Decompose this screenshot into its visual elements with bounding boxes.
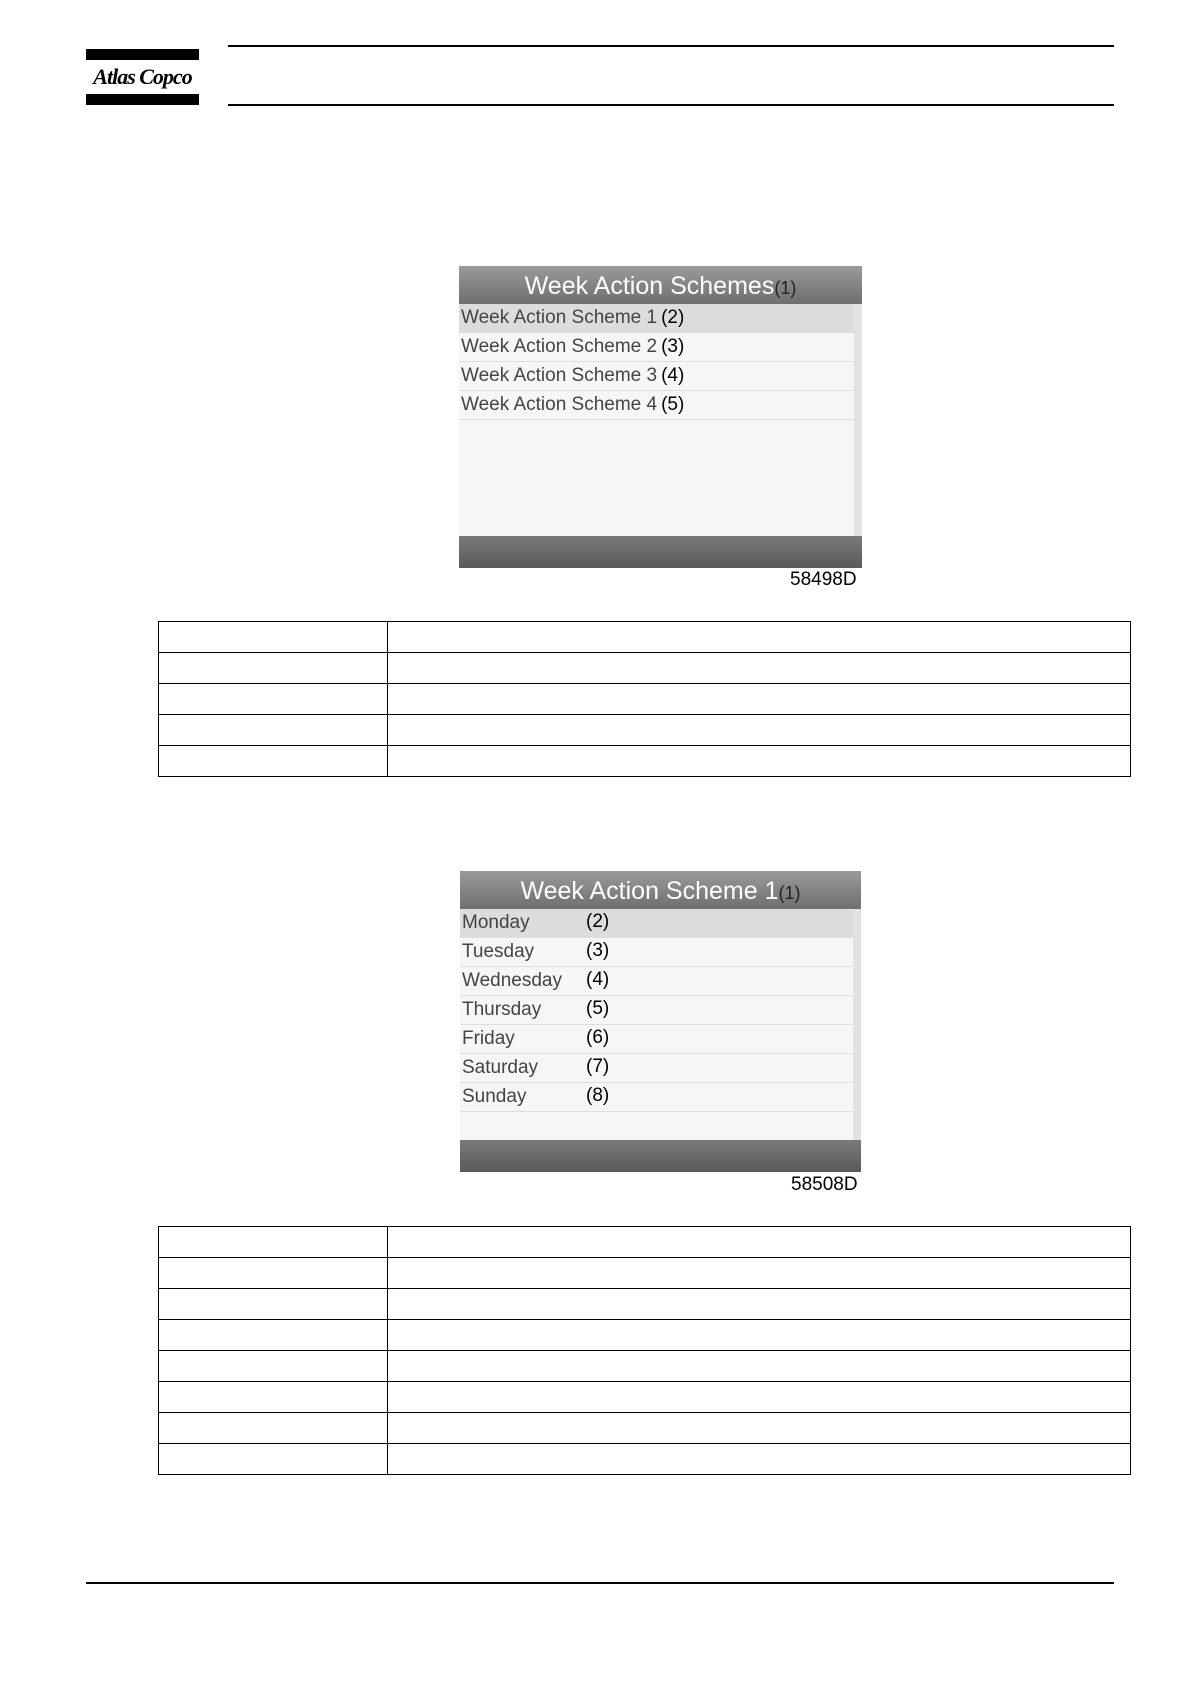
list-item-saturday[interactable]	[460, 1054, 853, 1083]
table-cell	[159, 1351, 388, 1382]
week-action-schemes-screen	[459, 266, 862, 568]
table-cell	[388, 1320, 1131, 1351]
table-cell	[388, 1382, 1131, 1413]
list-item-friday[interactable]	[460, 1025, 853, 1054]
table-cell	[159, 1258, 388, 1289]
list-item-callout: (3)	[586, 940, 610, 961]
list-item-scheme-4[interactable]	[459, 391, 854, 420]
list-item-label: Thursday	[462, 999, 542, 1020]
figure-id: 58498D	[790, 569, 857, 590]
list-item-callout: (6)	[586, 1027, 610, 1048]
table-cell	[388, 1444, 1131, 1475]
table-cell	[388, 622, 1131, 653]
list-item-label: Monday	[462, 912, 530, 933]
table-row	[159, 1289, 1131, 1320]
list-item-label: Wednesday	[462, 970, 562, 991]
list-item-label: Tuesday	[462, 941, 535, 962]
list-item-thursday[interactable]	[460, 996, 853, 1025]
table-cell	[159, 653, 388, 684]
title-callout: (1)	[778, 883, 801, 903]
table-cell	[159, 1320, 388, 1351]
table-row	[159, 746, 1131, 777]
screen-title: Week Action Schemes	[524, 272, 775, 300]
list-item-label: Sunday	[462, 1086, 527, 1107]
scrollbar[interactable]	[854, 304, 862, 536]
list-item-sunday[interactable]	[460, 1083, 853, 1112]
week-action-scheme-1-screen	[460, 871, 861, 1172]
table-cell	[159, 1413, 388, 1444]
footer-rule	[86, 1582, 1114, 1584]
table-cell	[388, 1227, 1131, 1258]
list-item-callout: (7)	[586, 1056, 610, 1077]
title-callout: (1)	[774, 278, 797, 298]
list-item-wednesday[interactable]	[460, 967, 853, 996]
table-cell	[159, 1289, 388, 1320]
list-item-callout: (2)	[661, 307, 685, 328]
list-item-callout: (2)	[586, 911, 610, 932]
callout-table-1	[158, 621, 1131, 777]
table-cell	[159, 622, 388, 653]
table-cell	[388, 653, 1131, 684]
list-item-label: Saturday	[462, 1057, 539, 1078]
table-cell	[159, 715, 388, 746]
table-row	[159, 715, 1131, 746]
table-row	[159, 1258, 1131, 1289]
table-cell	[159, 684, 388, 715]
list-item-callout: (4)	[586, 969, 610, 990]
table-cell	[388, 1289, 1131, 1320]
scrollbar[interactable]	[853, 909, 861, 1140]
list-item-scheme-1[interactable]	[459, 304, 854, 333]
table-cell	[388, 715, 1131, 746]
header-rule-bottom	[228, 104, 1114, 106]
day-list	[460, 909, 853, 1112]
list-item-tuesday[interactable]	[460, 938, 853, 967]
list-item-label: Week Action Scheme 3	[461, 365, 658, 386]
list-item-callout: (5)	[586, 998, 610, 1019]
table-row	[159, 1444, 1131, 1475]
logo-brand-text: Atlas Copco	[93, 64, 192, 89]
table-cell	[388, 1351, 1131, 1382]
list-item-label: Week Action Scheme 1	[461, 307, 658, 328]
list-item-callout: (5)	[661, 394, 685, 415]
list-item-label: Week Action Scheme 2	[461, 336, 658, 357]
table-cell	[159, 1444, 388, 1475]
list-item-callout: (4)	[661, 365, 685, 386]
table-row	[159, 1382, 1131, 1413]
table-row	[159, 1227, 1131, 1258]
screen-title-bar	[460, 871, 861, 909]
table-cell	[159, 746, 388, 777]
list-item-label: Friday	[462, 1028, 515, 1049]
screen-title-bar	[459, 266, 862, 304]
list-item-callout: (3)	[661, 336, 685, 357]
table-cell	[388, 1413, 1131, 1444]
table-row	[159, 622, 1131, 653]
list-item-scheme-2[interactable]	[459, 333, 854, 362]
table-cell	[388, 746, 1131, 777]
table-cell	[159, 1227, 388, 1258]
list-item-label: Week Action Scheme 4	[461, 394, 658, 415]
table-row	[159, 1320, 1131, 1351]
logo-bar-bottom	[86, 94, 199, 105]
table-row	[159, 653, 1131, 684]
table-row	[159, 1351, 1131, 1382]
callout-table-2	[158, 1226, 1131, 1475]
list-item-callout: (8)	[586, 1085, 610, 1106]
table-row	[159, 684, 1131, 715]
list-item-monday[interactable]	[460, 909, 853, 938]
table-row	[159, 1413, 1131, 1444]
logo-bar-top	[86, 49, 199, 60]
header-rule-top	[228, 45, 1114, 47]
atlas-copco-logo	[86, 49, 199, 105]
list-item-scheme-3[interactable]	[459, 362, 854, 391]
scheme-list	[459, 304, 854, 420]
screen-title: Week Action Scheme 1	[520, 877, 779, 905]
table-cell	[388, 684, 1131, 715]
screen-footer-bar	[460, 1140, 861, 1172]
screen-footer-bar	[459, 536, 862, 568]
table-cell	[388, 1258, 1131, 1289]
table-cell	[159, 1382, 388, 1413]
figure-id: 58508D	[791, 1174, 858, 1195]
